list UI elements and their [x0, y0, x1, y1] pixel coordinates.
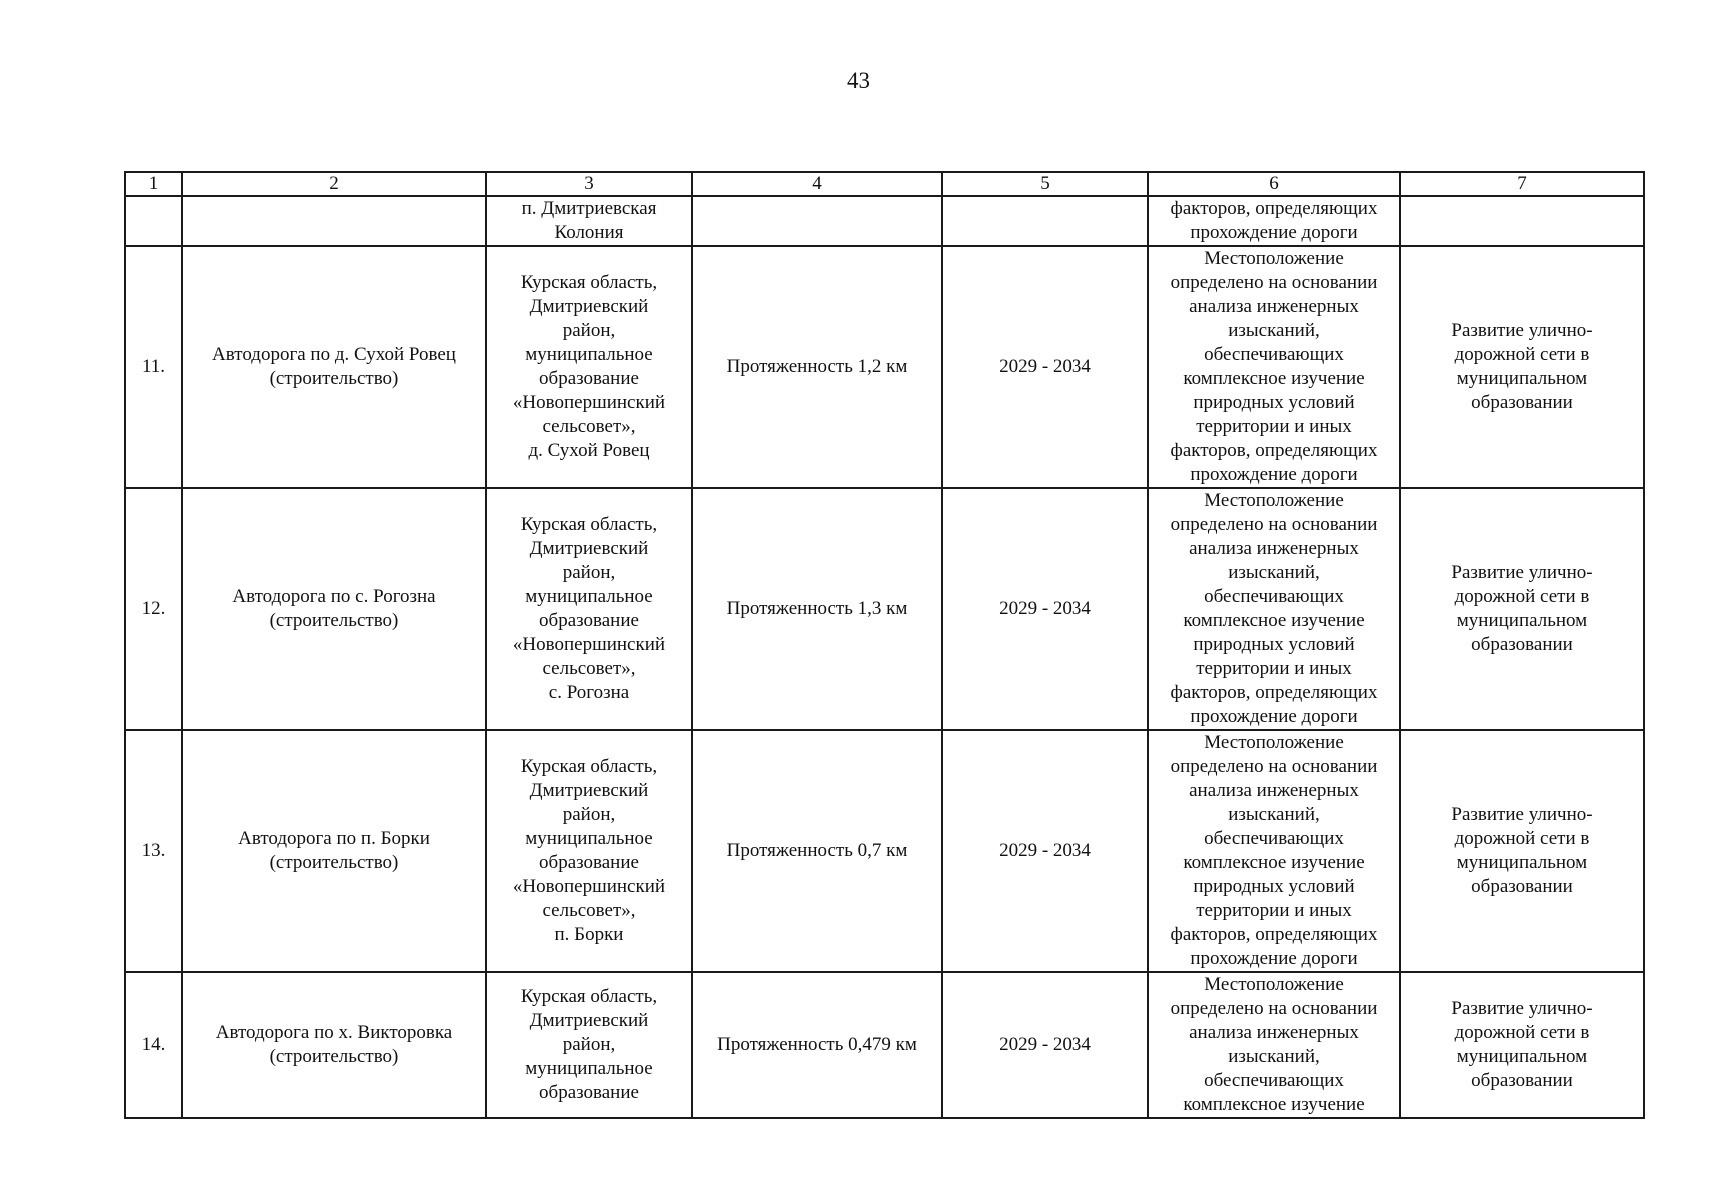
row-number [125, 196, 182, 246]
object-length [692, 196, 942, 246]
location-basis: Местоположение определено на основании анализа инженерных изысканий, обеспечивающих комплексное изучение [1148, 972, 1400, 1118]
object-purpose: Развитие улично- дорожной сети в муниципальном образовании [1400, 730, 1644, 972]
column-number: 5 [942, 172, 1148, 196]
object-location: Курская область, Дмитриевский район, муниципальное образование «Новопершинский сельсовет», с. Рогозна [486, 488, 692, 730]
object-name [182, 196, 486, 246]
object-location: Курская область, Дмитриевский район, муниципальное образование «Новопершинский сельсовет», д. Сухой Ровец [486, 246, 692, 488]
column-number: 7 [1400, 172, 1644, 196]
column-number: 2 [182, 172, 486, 196]
implementation-period: 2029 - 2034 [942, 730, 1148, 972]
column-number: 3 [486, 172, 692, 196]
column-number: 6 [1148, 172, 1400, 196]
row-number: 14. [125, 972, 182, 1118]
table-row [125, 246, 1644, 488]
object-length: Протяженность 0,7 км [692, 730, 942, 972]
object-name: Автодорога по с. Рогозна (строительство) [182, 488, 486, 730]
location-basis: факторов, определяющих прохождение дороги [1148, 196, 1400, 246]
object-length: Протяженность 1,3 км [692, 488, 942, 730]
object-length: Протяженность 0,479 км [692, 972, 942, 1118]
object-location: Курская область, Дмитриевский район, муниципальное образование [486, 972, 692, 1118]
object-location: Курская область, Дмитриевский район, муниципальное образование «Новопершинский сельсовет», п. Борки [486, 730, 692, 972]
location-basis: Местоположение определено на основании анализа инженерных изысканий, обеспечивающих комплексное изучение природных условий территории и иных факторов, определяющих прохождение дороги [1148, 488, 1400, 730]
implementation-period [942, 196, 1148, 246]
object-purpose: Развитие улично- дорожной сети в муниципальном образовании [1400, 246, 1644, 488]
object-purpose: Развитие улично- дорожной сети в муниципальном образовании [1400, 972, 1644, 1118]
implementation-period: 2029 - 2034 [942, 488, 1148, 730]
location-basis: Местоположение определено на основании анализа инженерных изысканий, обеспечивающих комплексное изучение природных условий территории и иных факторов, определяющих прохождение дороги [1148, 246, 1400, 488]
object-name: Автодорога по х. Викторовка (строительство) [182, 972, 486, 1118]
table-row [125, 488, 1644, 730]
row-number: 13. [125, 730, 182, 972]
row-number: 12. [125, 488, 182, 730]
column-number: 4 [692, 172, 942, 196]
table-row [125, 972, 1644, 1118]
object-location: п. Дмитриевская Колония [486, 196, 692, 246]
table-row [125, 730, 1644, 972]
page-number: 43 [847, 68, 870, 93]
object-purpose: Развитие улично- дорожной сети в муниципальном образовании [1400, 488, 1644, 730]
object-name: Автодорога по п. Борки (строительство) [182, 730, 486, 972]
infrastructure-table [124, 171, 1645, 1119]
object-length: Протяженность 1,2 км [692, 246, 942, 488]
implementation-period: 2029 - 2034 [942, 246, 1148, 488]
column-number-row [125, 172, 1644, 196]
location-basis: Местоположение определено на основании анализа инженерных изысканий, обеспечивающих комплексное изучение природных условий территории и иных факторов, определяющих прохождение дороги [1148, 730, 1400, 972]
object-name: Автодорога по д. Сухой Ровец (строительство) [182, 246, 486, 488]
column-number: 1 [125, 172, 182, 196]
table-row [125, 196, 1644, 246]
row-number: 11. [125, 246, 182, 488]
implementation-period: 2029 - 2034 [942, 972, 1148, 1118]
object-purpose [1400, 196, 1644, 246]
